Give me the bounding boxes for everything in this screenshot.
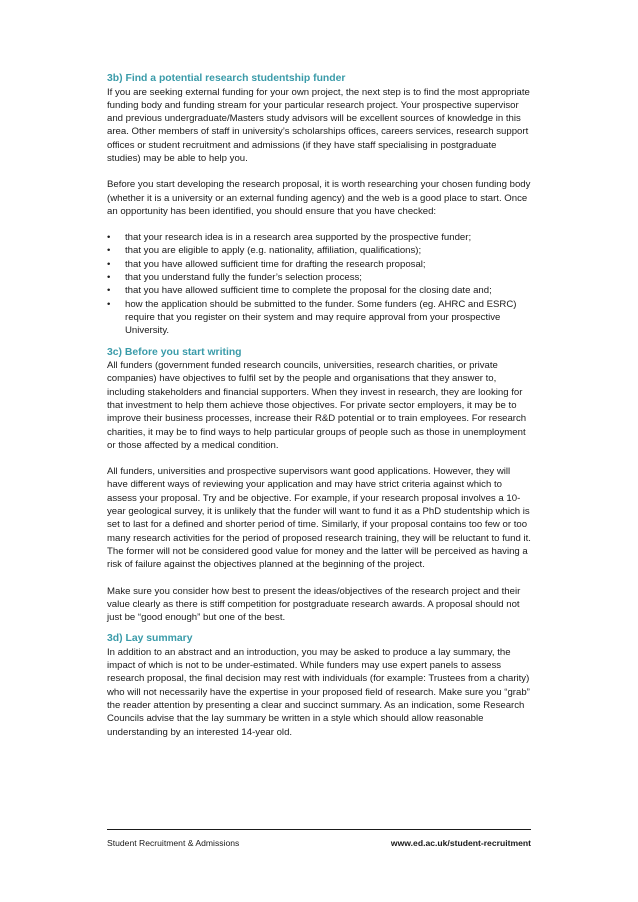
section-3d-heading: 3d) Lay summary xyxy=(107,633,193,645)
section-3d-paragraph-1: In addition to an abstract and an introduction, you may be asked to produce a lay summary, the impact of which is not to be under-estimated. While funders may use expert panels to assess research proposal, the final decision may rest with individuals (for example: Trustees from a charity) who will not necessarily have the expertise in your proposed field of research. Make sure you “grab” the reader attention by presenting a clear and succinct summary. As an indication, some Research Councils advise that the lay summary be written in a style which should allow reasonable understanding by an interested 14-year old. xyxy=(107,646,530,738)
checklist xyxy=(107,231,531,337)
bullet-icon: • xyxy=(107,285,111,297)
section-3c-paragraph-2: All funders, universities and prospective supervisors want good applications. However, they will have different ways of reviewing your application and may have strict criteria against which to assess your proposal. Try and be objective. For example, if your research proposal involves a 10-year geological survey, it is unlikely that the funder will want to fund it as a PhD studentship which is set to last for a defined and shorter period of time. Similarly, if your proposal contains too few or too many research activities for the period of proposed research training, they will be reluctant to fund it. The former will not be considered good value for money and the latter will be perceived as having a risk of failure against the objectives planned at the beginning of the project. xyxy=(107,466,531,571)
bullet-icon: • xyxy=(107,272,111,284)
page-footer xyxy=(107,829,531,849)
checklist-item-text: that you have allowed sufficient time to complete the proposal for the closing date and; xyxy=(125,285,492,297)
checklist-item xyxy=(107,298,531,338)
section-3c-paragraph-3: Make sure you consider how best to present the ideas/objectives of the research project and their value clearly as there is stiff competition for postgraduate research awards. A proposal should not just be “good enough” but one of the best. xyxy=(107,585,521,624)
checklist-item-text: that your research idea is in a research area supported by the prospective funder; xyxy=(125,232,472,244)
bullet-icon: • xyxy=(107,258,111,270)
checklist-item xyxy=(107,258,531,271)
page-content xyxy=(107,72,531,739)
checklist-item xyxy=(107,284,531,297)
footer-department: Student Recruitment & Admissions xyxy=(107,838,240,848)
checklist-item xyxy=(107,231,531,244)
section-3c-heading: 3c) Before you start writing xyxy=(107,346,242,358)
checklist-item-text: that you understand fully the funder’s selection process; xyxy=(125,272,362,284)
bullet-icon: • xyxy=(107,245,111,257)
section-3b-paragraph-2: Before you start developing the research proposal, it is worth researching your chosen funding body (whether it is a university or an external funding agency) and the web is a good place to start. Once an opportunity has been identified, you should ensure that you have checked: xyxy=(107,179,531,217)
bullet-icon: • xyxy=(107,232,111,244)
bullet-icon: • xyxy=(107,298,111,310)
checklist-item-text: how the application should be submitted to the funder. Some funders (eg. AHRC and ESRC) require that you register on their system and may require approval from your prospective University. xyxy=(125,298,517,337)
checklist-item-text: that you have allowed sufficient time for drafting the research proposal; xyxy=(125,258,426,270)
checklist-item xyxy=(107,244,531,257)
checklist-item xyxy=(107,271,531,284)
section-3b-heading: 3b) Find a potential research studentship funder xyxy=(107,73,346,84)
footer-website-link[interactable]: www.ed.ac.uk/student-recruitment xyxy=(390,838,531,848)
section-3c-paragraph-1: All funders (government funded research councils, universities, research charities, or private companies) have objectives to fulfil set by the people and organisations that they answer to, including stakeholders and financial supporters. When they invest in research, they are looking for that investment to help them achieve those objectives. For private sector employers, it may be to improve their business processes, increase their R&D potential or to train employees. For research charities, it may be to find ways to help particular groups of people such as those in unemployment or those affected by a medical condition. xyxy=(107,360,527,451)
checklist-item-text: that you are eligible to apply (e.g. nationality, affiliation, qualifications); xyxy=(125,245,422,257)
section-3b-paragraph-1: If you are seeking external funding for your own project, the next step is to find the most appropriate funding body and funding stream for your particular research project. Your prospective supervisor and previous undergraduate/Masters study advisors will be excellent sources of knowledge in this area. Other members of staff in university’s scholarships offices, careers services, research support offices or student recruitment and admissions (if they have staff specialising in postgraduate studies) may be able to help you. xyxy=(107,86,530,164)
